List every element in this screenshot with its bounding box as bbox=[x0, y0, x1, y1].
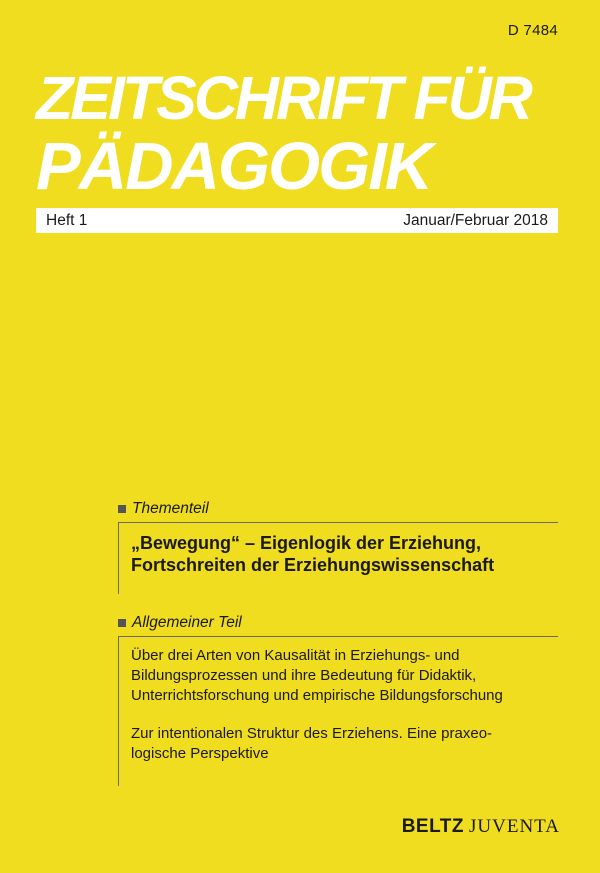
publisher-logo bbox=[402, 816, 560, 838]
section-label-thementeil: Thementeil bbox=[132, 500, 209, 517]
journal-title-line-2: PÄDAGOGIK bbox=[36, 129, 432, 204]
journal-code: D 7484 bbox=[507, 22, 558, 39]
article-line: Unterrichtsforschung und empirische Bildungsforschung bbox=[131, 687, 503, 704]
article-line: Über drei Arten von Kausalität in Erziehungs- und bbox=[131, 647, 460, 664]
section-heading-allgemeiner-teil bbox=[118, 614, 242, 632]
section-body-allgemeiner-teil bbox=[118, 636, 558, 786]
journal-title bbox=[36, 64, 576, 204]
section-label-allgemeiner-teil: Allgemeiner Teil bbox=[132, 614, 242, 631]
square-bullet-icon bbox=[118, 505, 126, 513]
square-bullet-icon bbox=[118, 619, 126, 627]
section-body-thementeil bbox=[118, 522, 558, 594]
article-line: Zur intentionalen Struktur des Erziehens. Eine praxeo- bbox=[131, 725, 493, 742]
article-entry bbox=[131, 724, 558, 764]
publisher-name-juventa: JUVENTA bbox=[469, 816, 560, 837]
section-heading-thementeil bbox=[118, 500, 209, 518]
theme-title bbox=[131, 532, 558, 576]
issue-date: Januar/Februar 2018 bbox=[403, 211, 548, 229]
issue-bar bbox=[36, 208, 558, 233]
issue-number: Heft 1 bbox=[46, 211, 88, 229]
article-line: Bildungsprozessen und ihre Bedeutung für Didaktik, bbox=[131, 667, 477, 684]
article-line: logische Perspektive bbox=[131, 745, 269, 762]
theme-title-line-2: Fortschreiten der Erziehungswissenschaft bbox=[131, 555, 495, 575]
publisher-name-beltz: BELTZ bbox=[401, 816, 465, 837]
theme-title-line-1: „Bewegung“ – Eigenlogik der Erziehung, bbox=[131, 533, 482, 553]
article-entry bbox=[131, 646, 558, 706]
journal-title-line-1: ZEITSCHRIFT FÜR bbox=[36, 64, 530, 132]
